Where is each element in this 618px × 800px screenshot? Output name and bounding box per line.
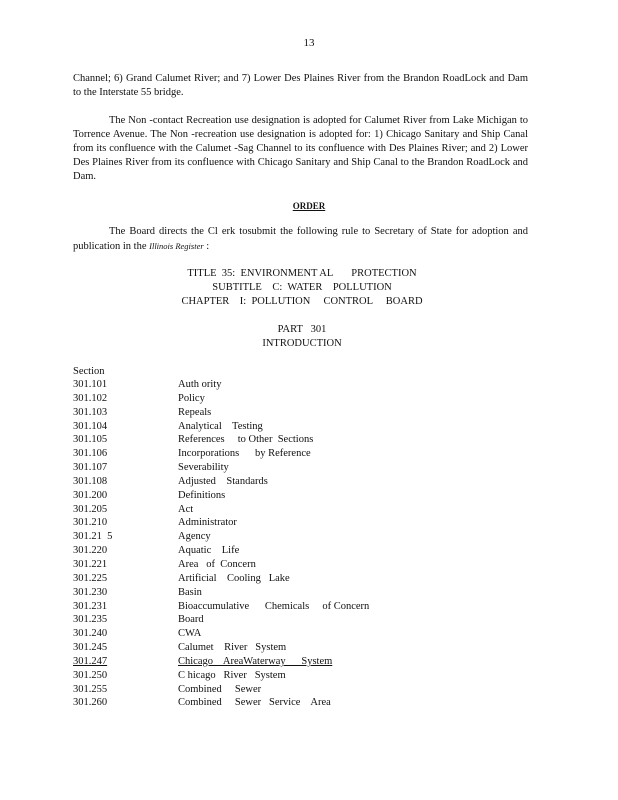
section-title: Aquatic Life [178, 545, 240, 557]
section-number: 301.247 [73, 655, 108, 667]
section-number: 301.245 [73, 642, 108, 654]
section-title: Definitions [178, 489, 226, 501]
section-number: 301.21 5 [73, 531, 113, 543]
section-row [73, 392, 373, 406]
section-row [73, 503, 373, 517]
section-row [73, 696, 373, 710]
section-title: Bioaccumulative Chemicals of Concern [178, 600, 370, 612]
section-row [73, 600, 373, 614]
section-number: 301.105 [73, 434, 108, 446]
section-number: 301.255 [73, 683, 108, 695]
section-row [73, 572, 373, 586]
paragraph-1-text: Channel; 6) Grand Calumet River; and 7) Lower Des Plaines River from the Brandon RoadLock and Dam to the Interstate 55 bridge. [73, 73, 528, 98]
section-row [73, 420, 373, 434]
section-row [73, 447, 373, 461]
section-title: Chicago AreaWaterway System [178, 655, 333, 667]
section-title: Board [178, 614, 204, 626]
paragraph-3 [73, 225, 528, 254]
section-title: Calumet River System [178, 642, 287, 654]
section-title: Agency [178, 531, 211, 543]
illinois-register: Illinois Register [149, 241, 204, 251]
section-number: 301.200 [73, 489, 108, 501]
section-row [73, 461, 373, 475]
section-title: Repeals [178, 406, 212, 418]
section-row [73, 627, 373, 641]
section-title: Combined Sewer Service Area [178, 697, 331, 709]
section-row [73, 641, 373, 655]
section-row [73, 530, 373, 544]
section-title: Policy [178, 392, 205, 404]
section-title: Artificial Cooling Lake [178, 572, 290, 584]
paragraph-2-text: The Non -contact Recreation use designation is adopted for Calumet River from Lake Michigan to Torrence Avenue. The Non -recreation use designation is adopted for: 1) Chicago Sanitary and Ship Canal from its confluence with the Calumet -Sag Channel to its confluence with Des Plaines River; and 2) Lower Des Plaines River from its confluence with Chicago Sanitary and Ship Canal to the Brandon RoadLock and Dam. [73, 115, 528, 182]
paragraph-3-before: The Board directs the Cl erk tosubmit the following rule to Secretary of State for adoption and publication in the [73, 226, 528, 252]
section-list [73, 378, 373, 710]
section-number: 301.221 [73, 558, 108, 570]
part-title: INTRODUCTION [262, 338, 342, 349]
section-title: C hicago River System [178, 669, 286, 681]
section-title: Basin [178, 586, 202, 598]
order-heading-text: ORDER [292, 201, 326, 211]
section-title: References to Other Sections [178, 434, 314, 446]
section-number: 301.260 [73, 697, 108, 709]
chapter-line: CHAPTER I: POLLUTION CONTROL BOARD [181, 296, 423, 307]
section-title: Act [178, 503, 194, 515]
section-row [73, 669, 373, 683]
section-title: Area of Concern [178, 558, 256, 570]
section-number: 301.101 [73, 379, 108, 390]
section-title: Auth ority [178, 379, 222, 390]
section-number: 301.220 [73, 545, 108, 557]
section-row [73, 655, 373, 669]
section-number: 301.107 [73, 462, 108, 474]
section-row [73, 586, 373, 600]
section-title: Combined Sewer [178, 683, 262, 695]
section-row [73, 489, 373, 503]
section-number: 301.250 [73, 669, 108, 681]
section-number: 301.104 [73, 420, 108, 432]
paragraph-3-text [73, 225, 528, 254]
section-row [73, 613, 373, 627]
section-number: 301.103 [73, 406, 108, 418]
section-number: 301.102 [73, 392, 108, 404]
section-title: Administrator [178, 517, 237, 529]
section-number: 301.205 [73, 503, 108, 515]
section-row [73, 378, 373, 392]
section-number: 301.106 [73, 448, 108, 460]
section-title: Incorporations by Reference [178, 448, 311, 460]
section-row [73, 406, 373, 420]
section-row [73, 516, 373, 530]
section-number: 301.225 [73, 572, 108, 584]
section-number: 301.210 [73, 517, 108, 529]
section-number: 301.230 [73, 586, 108, 598]
section-title: Adjusted Standards [178, 475, 268, 487]
section-number: 301.235 [73, 614, 108, 626]
section-row [73, 558, 373, 572]
title-line-1: TITLE 35: ENVIRONMENT AL PROTECTION [187, 268, 417, 279]
subtitle-line: SUBTITLE C: WATER POLLUTION [212, 282, 392, 293]
section-label: Section [73, 366, 105, 377]
section-title: Analytical Testing [178, 420, 263, 432]
paragraph-2 [73, 114, 528, 184]
section-title: Severability [178, 462, 229, 474]
section-number: 301.231 [73, 600, 108, 612]
order-heading [0, 199, 618, 213]
section-row [73, 433, 373, 447]
section-row [73, 683, 373, 697]
section-number: 301.240 [73, 628, 108, 640]
section-row [73, 475, 373, 489]
section-row [73, 544, 373, 558]
part-line: PART 301 [277, 324, 327, 335]
section-title: CWA [178, 628, 202, 640]
section-number: 301.108 [73, 475, 108, 487]
paragraph-3-after: : [203, 241, 210, 252]
paragraph-1 [73, 72, 528, 100]
page-number: 13 [303, 37, 315, 49]
